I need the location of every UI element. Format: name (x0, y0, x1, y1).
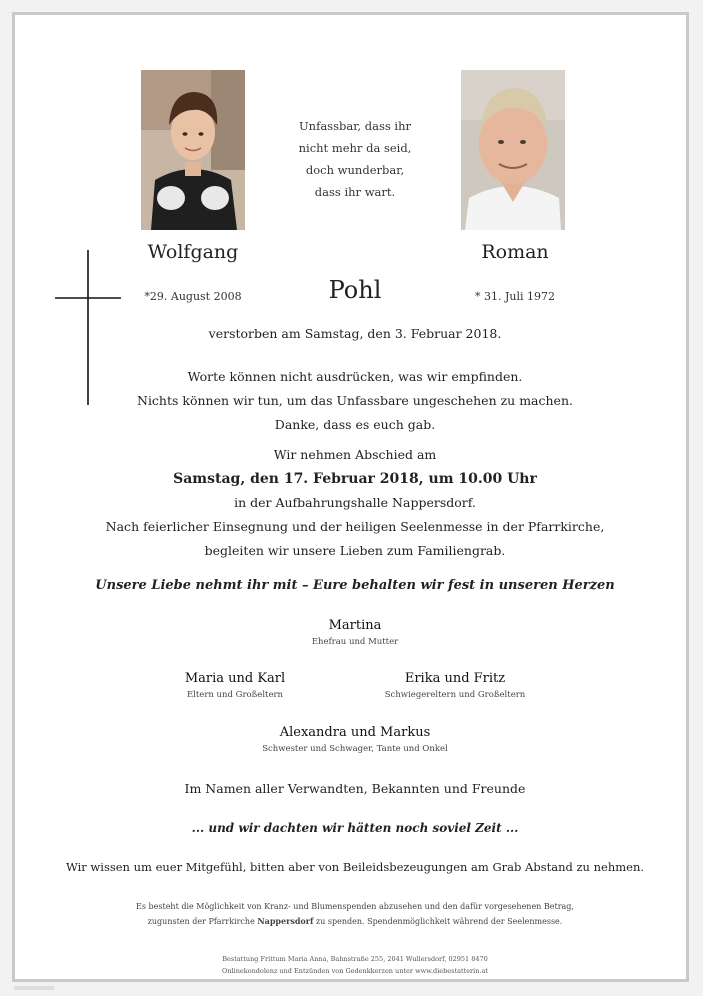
donation-line: Es besteht die Möglichkeit von Kranz- und Blumenspenden abzusehen und den dafür vorgesehenen Betrag, (136, 902, 574, 911)
on-behalf-line: Im Namen aller Verwandten, Bekannten und Freunde (184, 781, 526, 796)
memorial-motto: Unsere Liebe nehmt ihr mit – Eure behalten wir fest in unseren Herzen (95, 578, 615, 593)
quote-line: nicht mehr da seid, (298, 141, 412, 155)
ceremony-detail: begleiten wir unsere Lieben zum Familiengrab. (204, 543, 506, 558)
footer-line: Onlinekondolenz und Entzünden von Gedenkkerzen unter www.diebestatterin.at (222, 967, 488, 975)
footer-line: Bestattung Frittum Maria Anna, Bahnstraße 255, 2041 Wullersdorf, 02951 8470 (222, 955, 488, 963)
ceremony-place: in der Aufbahrungshalle Nappersdorf. (234, 495, 476, 510)
portrait-photo-roman (461, 70, 565, 230)
relative-name: Alexandra und Markus (279, 725, 431, 740)
first-name-roman: Roman (481, 241, 549, 263)
ceremony-info (55, 443, 655, 563)
relative-name: Maria und Karl (184, 671, 286, 686)
relative-role: Schwester und Schwager, Tante und Onkel (262, 744, 448, 754)
donation-text: zu spenden. Spendenmöglichkeit während der Seelenmesse. (313, 917, 563, 926)
ceremony-date-time: Samstag, den 17. Februar 2018, um 10.00 Uhr (173, 471, 537, 487)
donation-note (45, 900, 665, 929)
birth-date-wolfgang: *29. August 2008 (144, 290, 242, 303)
relative-role: Eltern und Großeltern (186, 690, 284, 700)
relative-parents (135, 671, 335, 700)
relative-siblings (205, 725, 505, 754)
quote-line: Unfassbar, dass ihr (298, 119, 412, 133)
closing-quote: ... und wir dachten wir hätten noch soviel Zeit ... (191, 821, 519, 835)
condolence-note: Wir wissen um euer Mitgefühl, bitten aber von Beileidsbezeugungen am Grab Abstand zu nehmen. (65, 860, 645, 874)
relative-role: Schwiegereltern und Großeltern (384, 690, 526, 700)
portrait-photo-wolfgang (141, 70, 245, 230)
death-date: verstorben am Samstag, den 3. Februar 2018. (208, 326, 502, 341)
relative-inlaws (355, 671, 555, 700)
quote-line: dass ihr wart. (314, 185, 396, 199)
memorial-quote (275, 115, 435, 203)
parte-card (12, 12, 689, 982)
ceremony-intro: Wir nehmen Abschied am (273, 447, 437, 462)
birth-date-roman: * 31. Juli 1972 (474, 290, 555, 303)
ceremony-detail: Nach feierlicher Einsegnung und der heiligen Seelenmesse in der Pfarrkirche, (105, 519, 605, 534)
relative-name: Martina (328, 618, 382, 633)
donation-line (45, 914, 665, 929)
message-line: Danke, dass es euch gab. (274, 417, 436, 432)
relative-role: Ehefrau und Mutter (311, 637, 399, 647)
donation-text: zugunsten der Pfarrkirche (147, 917, 258, 926)
relative-name: Erika und Fritz (404, 671, 506, 686)
condolence-message (75, 365, 635, 437)
quote-line: doch wunderbar, (305, 163, 405, 177)
relative-wife (255, 618, 455, 647)
first-name-wolfgang: Wolfgang (147, 241, 239, 263)
surname: Pohl (328, 276, 382, 304)
print-signature (14, 986, 54, 990)
message-line: Nichts können wir tun, um das Unfassbare ungeschehen zu machen. (137, 393, 573, 408)
funeral-home-footer (95, 953, 615, 977)
message-line: Worte können nicht ausdrücken, was wir empfinden. (187, 369, 523, 384)
donation-parish: Nappersdorf (257, 916, 314, 926)
